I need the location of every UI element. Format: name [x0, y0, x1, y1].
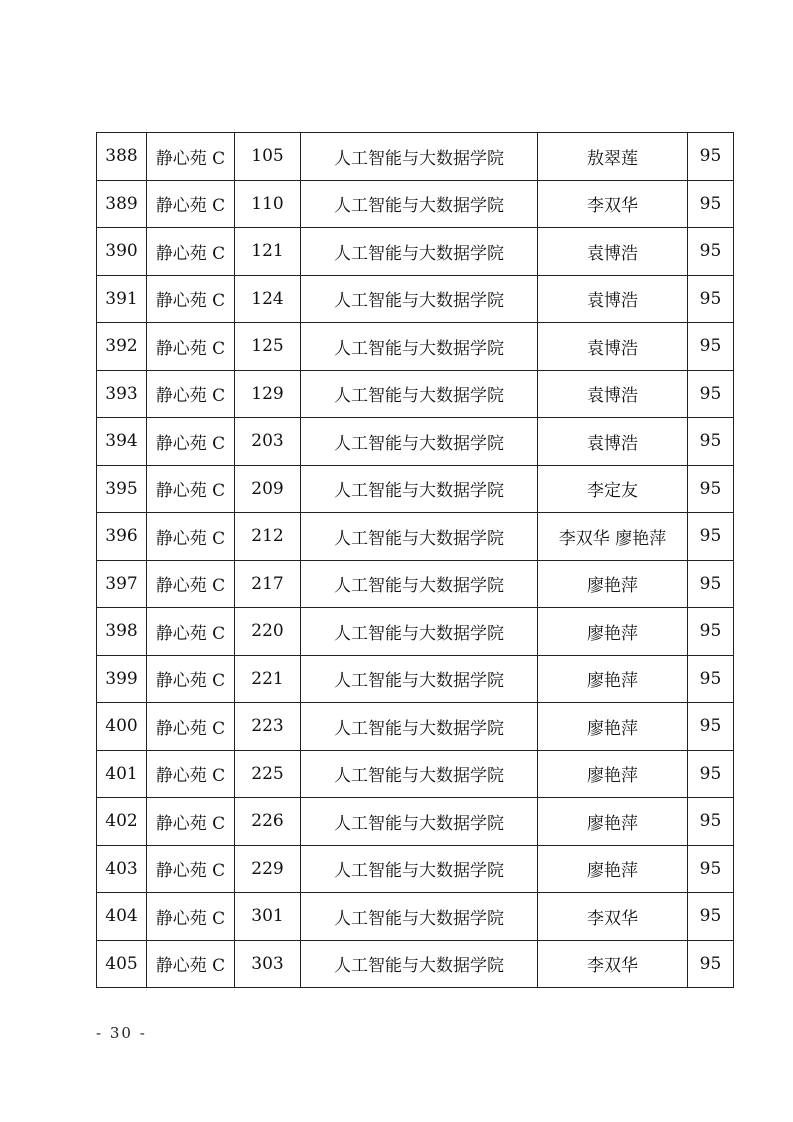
college-cell: 人工智能与大数据学院: [301, 940, 538, 988]
college-cell: 人工智能与大数据学院: [301, 418, 538, 466]
building-cell: 静心苑 C: [147, 228, 235, 276]
building-cell: 静心苑 C: [147, 608, 235, 656]
responsible-name-cell: 廖艳萍: [538, 845, 688, 893]
college-cell: 人工智能与大数据学院: [301, 560, 538, 608]
college-cell: 人工智能与大数据学院: [301, 323, 538, 371]
row-number-cell: 402: [97, 798, 147, 846]
building-cell: 静心苑 C: [147, 560, 235, 608]
building-cell: 静心苑 C: [147, 893, 235, 941]
building-cell: 静心苑 C: [147, 370, 235, 418]
responsible-name-cell: 袁博浩: [538, 418, 688, 466]
row-number-cell: 396: [97, 513, 147, 561]
score-cell: 95: [688, 798, 734, 846]
page-number: - 30 -: [96, 1024, 147, 1042]
table-row: [97, 798, 734, 846]
row-number-cell: 391: [97, 275, 147, 323]
row-number-cell: 390: [97, 228, 147, 276]
college-cell: 人工智能与大数据学院: [301, 228, 538, 276]
building-cell: 静心苑 C: [147, 513, 235, 561]
responsible-name-cell: 李双华: [538, 940, 688, 988]
college-cell: 人工智能与大数据学院: [301, 798, 538, 846]
table-row: [97, 133, 734, 181]
responsible-name-cell: 敖翠莲: [538, 133, 688, 181]
room-number-cell: 110: [235, 180, 301, 228]
responsible-name-cell: 廖艳萍: [538, 560, 688, 608]
building-cell: 静心苑 C: [147, 655, 235, 703]
score-cell: 95: [688, 370, 734, 418]
score-cell: 95: [688, 845, 734, 893]
building-cell: 静心苑 C: [147, 750, 235, 798]
room-number-cell: 125: [235, 323, 301, 371]
room-number-cell: 220: [235, 608, 301, 656]
row-number-cell: 388: [97, 133, 147, 181]
building-cell: 静心苑 C: [147, 180, 235, 228]
college-cell: 人工智能与大数据学院: [301, 513, 538, 561]
responsible-name-cell: 袁博浩: [538, 275, 688, 323]
row-number-cell: 405: [97, 940, 147, 988]
table-row: [97, 180, 734, 228]
score-cell: 95: [688, 655, 734, 703]
room-number-cell: 209: [235, 465, 301, 513]
table-row: [97, 893, 734, 941]
responsible-name-cell: 廖艳萍: [538, 703, 688, 751]
college-cell: 人工智能与大数据学院: [301, 370, 538, 418]
score-cell: 95: [688, 133, 734, 181]
table-row: [97, 275, 734, 323]
table-row: [97, 323, 734, 371]
table-row: [97, 608, 734, 656]
table-row: [97, 228, 734, 276]
row-number-cell: 400: [97, 703, 147, 751]
building-cell: 静心苑 C: [147, 465, 235, 513]
college-cell: 人工智能与大数据学院: [301, 750, 538, 798]
score-cell: 95: [688, 608, 734, 656]
college-cell: 人工智能与大数据学院: [301, 133, 538, 181]
responsible-name-cell: 李双华 廖艳萍: [538, 513, 688, 561]
row-number-cell: 401: [97, 750, 147, 798]
table-row: [97, 370, 734, 418]
responsible-name-cell: 李定友: [538, 465, 688, 513]
building-cell: 静心苑 C: [147, 133, 235, 181]
building-cell: 静心苑 C: [147, 323, 235, 371]
college-cell: 人工智能与大数据学院: [301, 275, 538, 323]
table-row: [97, 703, 734, 751]
score-cell: 95: [688, 180, 734, 228]
score-cell: 95: [688, 323, 734, 371]
college-cell: 人工智能与大数据学院: [301, 465, 538, 513]
dormitory-score-table: [96, 132, 734, 988]
college-cell: 人工智能与大数据学院: [301, 180, 538, 228]
room-number-cell: 129: [235, 370, 301, 418]
row-number-cell: 393: [97, 370, 147, 418]
table-row: [97, 845, 734, 893]
table-row: [97, 940, 734, 988]
room-number-cell: 212: [235, 513, 301, 561]
room-number-cell: 226: [235, 798, 301, 846]
responsible-name-cell: 廖艳萍: [538, 750, 688, 798]
room-number-cell: 124: [235, 275, 301, 323]
college-cell: 人工智能与大数据学院: [301, 608, 538, 656]
score-cell: 95: [688, 893, 734, 941]
responsible-name-cell: 廖艳萍: [538, 608, 688, 656]
row-number-cell: 395: [97, 465, 147, 513]
table-row: [97, 513, 734, 561]
room-number-cell: 223: [235, 703, 301, 751]
responsible-name-cell: 李双华: [538, 893, 688, 941]
score-cell: 95: [688, 940, 734, 988]
room-number-cell: 229: [235, 845, 301, 893]
responsible-name-cell: 李双华: [538, 180, 688, 228]
table-body: [97, 133, 734, 988]
building-cell: 静心苑 C: [147, 703, 235, 751]
room-number-cell: 301: [235, 893, 301, 941]
table-row: [97, 750, 734, 798]
room-number-cell: 105: [235, 133, 301, 181]
responsible-name-cell: 袁博浩: [538, 323, 688, 371]
college-cell: 人工智能与大数据学院: [301, 893, 538, 941]
college-cell: 人工智能与大数据学院: [301, 703, 538, 751]
row-number-cell: 394: [97, 418, 147, 466]
table-row: [97, 465, 734, 513]
score-cell: 95: [688, 750, 734, 798]
row-number-cell: 404: [97, 893, 147, 941]
table-row: [97, 655, 734, 703]
score-cell: 95: [688, 465, 734, 513]
score-cell: 95: [688, 513, 734, 561]
row-number-cell: 399: [97, 655, 147, 703]
building-cell: 静心苑 C: [147, 798, 235, 846]
responsible-name-cell: 袁博浩: [538, 370, 688, 418]
score-cell: 95: [688, 228, 734, 276]
table-row: [97, 560, 734, 608]
responsible-name-cell: 廖艳萍: [538, 798, 688, 846]
row-number-cell: 398: [97, 608, 147, 656]
building-cell: 静心苑 C: [147, 275, 235, 323]
building-cell: 静心苑 C: [147, 418, 235, 466]
room-number-cell: 217: [235, 560, 301, 608]
table-row: [97, 418, 734, 466]
row-number-cell: 392: [97, 323, 147, 371]
responsible-name-cell: 袁博浩: [538, 228, 688, 276]
college-cell: 人工智能与大数据学院: [301, 655, 538, 703]
room-number-cell: 303: [235, 940, 301, 988]
score-cell: 95: [688, 560, 734, 608]
score-cell: 95: [688, 418, 734, 466]
responsible-name-cell: 廖艳萍: [538, 655, 688, 703]
row-number-cell: 403: [97, 845, 147, 893]
college-cell: 人工智能与大数据学院: [301, 845, 538, 893]
room-number-cell: 203: [235, 418, 301, 466]
score-cell: 95: [688, 275, 734, 323]
room-number-cell: 221: [235, 655, 301, 703]
room-number-cell: 121: [235, 228, 301, 276]
row-number-cell: 397: [97, 560, 147, 608]
building-cell: 静心苑 C: [147, 940, 235, 988]
building-cell: 静心苑 C: [147, 845, 235, 893]
score-cell: 95: [688, 703, 734, 751]
room-number-cell: 225: [235, 750, 301, 798]
row-number-cell: 389: [97, 180, 147, 228]
